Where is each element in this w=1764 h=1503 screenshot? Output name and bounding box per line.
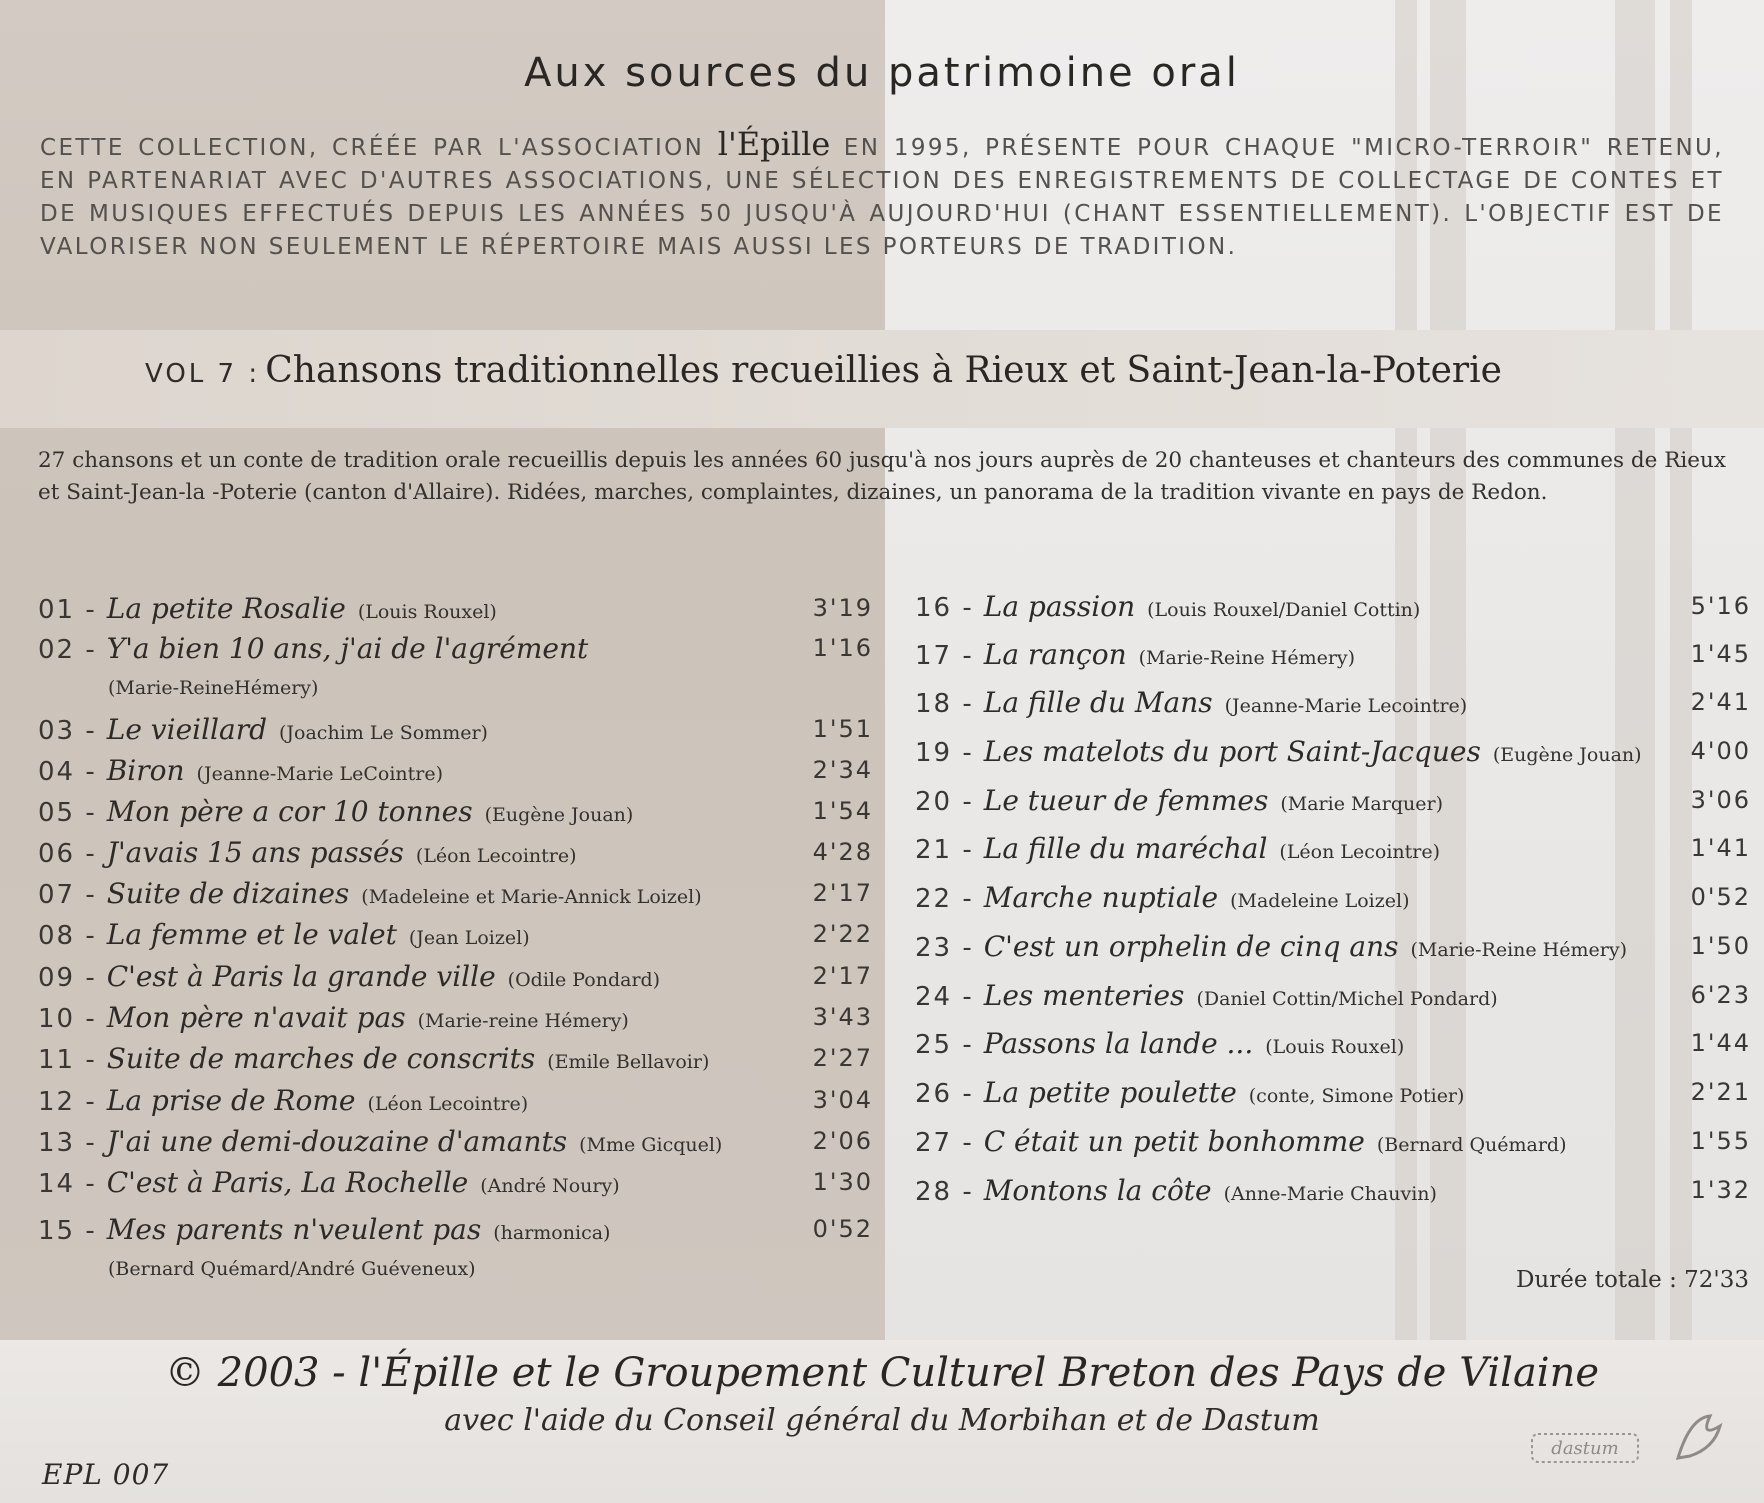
intro-text-start: CETTE COLLECTION, CRÉÉE PAR L'ASSOCIATION xyxy=(40,135,718,161)
track-performer: (Eugène Jouan) xyxy=(484,804,634,826)
track-performer: (Léon Lecointre) xyxy=(367,1093,529,1115)
track-title: La femme et le valet xyxy=(106,918,397,951)
track-duration: 6'23 xyxy=(1690,981,1751,1009)
track-row xyxy=(38,960,873,1000)
track-performer: (Jeanne-Marie LeCointre) xyxy=(196,763,444,785)
track-performer: (Madeleine et Marie-Annick Loizel) xyxy=(361,886,702,908)
track-title: La petite Rosalie xyxy=(106,592,346,625)
track-number: 28 - xyxy=(915,1177,974,1207)
track-duration: 2'17 xyxy=(812,962,873,990)
track-number: 03 - xyxy=(38,716,97,746)
track-number: 09 - xyxy=(38,963,97,993)
track-duration: 1'30 xyxy=(812,1168,873,1196)
track-title: Mes parents n'veulent pas xyxy=(106,1213,482,1246)
track-performer: (Louis Rouxel) xyxy=(357,601,497,623)
track-duration: 1'50 xyxy=(1690,932,1751,960)
track-duration: 1'16 xyxy=(812,634,873,662)
track-row xyxy=(915,832,1751,872)
track-performer: (André Noury) xyxy=(480,1175,620,1197)
volume-heading xyxy=(145,350,1502,391)
track-number: 15 - xyxy=(38,1216,97,1246)
track-title: Mon père n'avait pas xyxy=(106,1001,406,1034)
track-performer: (Marie-Reine Hémery) xyxy=(1410,939,1627,961)
track-performer: (Joachim Le Sommer) xyxy=(279,722,488,744)
track-title: La fille du maréchal xyxy=(983,832,1268,865)
track-title: La passion xyxy=(983,590,1136,623)
track-number: 26 - xyxy=(915,1079,974,1109)
track-title: La petite poulette xyxy=(983,1076,1237,1109)
track-performer: (Jeanne-Marie Lecointre) xyxy=(1224,695,1468,717)
track-performer: (Bernard Quémard) xyxy=(1376,1134,1567,1156)
track-number: 24 - xyxy=(915,982,974,1012)
track-title: Marche nuptiale xyxy=(983,881,1219,914)
track-performer: (Marie-reine Hémery) xyxy=(417,1010,629,1032)
track-duration: 1'41 xyxy=(1690,834,1751,862)
track-title: C'est à Paris, La Rochelle xyxy=(106,1166,469,1199)
track-performer: (Marie-ReineHémery) xyxy=(108,677,319,699)
track-duration: 2'17 xyxy=(812,879,873,907)
track-row xyxy=(915,1174,1751,1214)
track-duration: 2'06 xyxy=(812,1127,873,1155)
track-row xyxy=(915,881,1751,921)
collection-intro xyxy=(40,125,1724,264)
track-duration: 1'44 xyxy=(1690,1029,1751,1057)
track-row xyxy=(38,1213,873,1253)
track-title: Le vieillard xyxy=(106,713,268,746)
track-row xyxy=(915,1027,1751,1067)
track-row xyxy=(915,930,1751,970)
collection-title: Aux sources du patrimoine oral xyxy=(524,50,1240,96)
track-row xyxy=(38,1125,873,1165)
support-line: avec l'aide du Conseil général du Morbihan et de Dastum xyxy=(444,1403,1320,1438)
track-row xyxy=(38,1042,873,1082)
copyright-line: © 2003 - l'Épille et le Groupement Culturel Breton des Pays de Vilaine xyxy=(164,1350,1600,1396)
brand-name: l'Épille xyxy=(717,125,831,163)
track-number: 01 - xyxy=(38,595,97,625)
track-row xyxy=(915,979,1751,1019)
volume-label: VOL 7 : xyxy=(145,359,261,389)
track-performer: (Madeleine Loizel) xyxy=(1230,890,1410,912)
track-title: Les menteries xyxy=(983,979,1185,1012)
track-number: 17 - xyxy=(915,641,974,671)
dastum-logo xyxy=(1530,1430,1640,1466)
track-title: La rançon xyxy=(983,638,1127,671)
track-title: J'ai une demi-douzaine d'amants xyxy=(106,1125,568,1158)
total-duration: Durée totale : 72'33 xyxy=(1515,1267,1749,1293)
volume-title: Chansons traditionnelles recueillies à Rieux et Saint-Jean-la-Poterie xyxy=(265,350,1502,391)
intro-text-end: EN 1995, PRÉSENTE POUR CHAQUE "MICRO-TERROIR" RETENU, EN PARTENARIAT AVEC D'AUTRES ASSOCIATIONS, UNE SÉLECTION DES ENREGISTREMENTS DE COLLECTAGE DE CONTES ET DE MUSIQUES EFFECTUÉS DEPUIS LES ANNÉES 50 JUSQU'À AUJOURD'HUI (CHANT ESSENTIELLEMENT). L'OBJECTIF EST DE VALORISER NON SEULEMENT LE RÉPERTOIRE MAIS AUSSI LES PORTEURS DE TRADITION. xyxy=(40,135,1724,260)
track-number: 27 - xyxy=(915,1128,974,1158)
track-number: 07 - xyxy=(38,880,97,910)
track-duration: 1'45 xyxy=(1690,640,1751,668)
track-title: La fille du Mans xyxy=(983,686,1213,719)
track-title: La prise de Rome xyxy=(106,1084,356,1117)
track-number: 23 - xyxy=(915,933,974,963)
track-title: C'est un orphelin de cinq ans xyxy=(983,930,1399,963)
track-number: 12 - xyxy=(38,1087,97,1117)
track-performer: (Eugène Jouan) xyxy=(1492,744,1642,766)
track-performer: (Marie-Reine Hémery) xyxy=(1138,647,1356,669)
track-number: 08 - xyxy=(38,921,97,951)
track-performer: (Louis Rouxel) xyxy=(1265,1036,1405,1058)
track-number: 04 - xyxy=(38,757,97,787)
track-performer: (Marie Marquer) xyxy=(1280,793,1443,815)
track-performer: (Mme Gicquel) xyxy=(579,1134,723,1156)
track-title: Montons la côte xyxy=(983,1174,1212,1207)
track-performer: (Louis Rouxel/Daniel Cottin) xyxy=(1147,599,1421,621)
track-title: Le tueur de femmes xyxy=(983,784,1269,817)
track-duration: 0'52 xyxy=(1690,883,1751,911)
track-number: 18 - xyxy=(915,689,974,719)
track-duration: 2'27 xyxy=(812,1044,873,1072)
track-row xyxy=(38,836,873,876)
track-title: Les matelots du port Saint-Jacques xyxy=(983,735,1481,768)
track-number: 19 - xyxy=(915,738,974,768)
track-row xyxy=(38,918,873,958)
track-row xyxy=(915,784,1751,824)
track-row xyxy=(915,735,1751,775)
track-performer: (Jean Loizel) xyxy=(408,927,530,949)
track-number: 05 - xyxy=(38,798,97,828)
track-performer: (Léon Lecointre) xyxy=(1279,841,1441,863)
track-duration: 4'00 xyxy=(1690,737,1751,765)
track-number: 16 - xyxy=(915,593,974,623)
track-row xyxy=(38,713,873,753)
track-duration: 2'41 xyxy=(1690,688,1751,716)
track-duration: 1'55 xyxy=(1690,1127,1751,1155)
track-number: 14 - xyxy=(38,1169,97,1199)
track-number: 25 - xyxy=(915,1030,974,1060)
track-title: J'avais 15 ans passés xyxy=(106,836,404,869)
track-performer: (Bernard Quémard/André Guéveneux) xyxy=(108,1258,476,1280)
track-duration: 3'43 xyxy=(812,1003,873,1031)
track-row xyxy=(38,1166,873,1206)
track-performer: (Daniel Cottin/Michel Pondard) xyxy=(1196,988,1498,1010)
track-number: 22 - xyxy=(915,884,974,914)
track-duration: 2'22 xyxy=(812,920,873,948)
track-duration: 1'54 xyxy=(812,797,873,825)
track-duration: 2'21 xyxy=(1690,1078,1751,1106)
track-number: 13 - xyxy=(38,1128,97,1158)
track-row xyxy=(915,1125,1751,1165)
track-title: Suite de marches de conscrits xyxy=(106,1042,536,1075)
track-title: C était un petit bonhomme xyxy=(983,1125,1365,1158)
dastum-logo-text: dastum xyxy=(1551,1438,1619,1459)
track-performer: (harmonica) xyxy=(493,1222,611,1244)
track-duration: 3'06 xyxy=(1690,786,1751,814)
track-row xyxy=(38,877,873,917)
track-performer: (Emile Bellavoir) xyxy=(547,1051,710,1073)
track-title: Suite de dizaines xyxy=(106,877,350,910)
track-title: Y'a bien 10 ans, j'ai de l'agrément xyxy=(106,632,589,665)
track-number: 02 - xyxy=(38,635,97,665)
track-row xyxy=(38,1084,873,1124)
track-number: 06 - xyxy=(38,839,97,869)
track-duration: 2'34 xyxy=(812,756,873,784)
track-title: Passons la lande ... xyxy=(983,1027,1254,1060)
track-performer: (Anne-Marie Chauvin) xyxy=(1223,1183,1437,1205)
track-number: 20 - xyxy=(915,787,974,817)
track-duration: 1'51 xyxy=(812,715,873,743)
track-row xyxy=(38,632,873,672)
track-duration: 1'32 xyxy=(1690,1176,1751,1204)
track-row xyxy=(38,754,873,794)
track-performer: (conte, Simone Potier) xyxy=(1248,1085,1465,1107)
track-row xyxy=(915,638,1751,678)
track-duration: 5'16 xyxy=(1690,592,1751,620)
track-duration: 3'04 xyxy=(812,1086,873,1114)
track-row xyxy=(38,592,873,632)
track-duration: 0'52 xyxy=(812,1215,873,1243)
track-number: 21 - xyxy=(915,835,974,865)
track-performer: (Léon Lecointre) xyxy=(415,845,577,867)
track-row xyxy=(915,590,1751,630)
track-duration: 3'19 xyxy=(812,594,873,622)
track-title: Mon père a cor 10 tonnes xyxy=(106,795,473,828)
track-row xyxy=(38,795,873,835)
track-performer: (Odile Pondard) xyxy=(507,969,661,991)
track-number: 10 - xyxy=(38,1004,97,1034)
track-number: 11 - xyxy=(38,1045,97,1075)
track-row xyxy=(915,686,1751,726)
logo-mark-icon xyxy=(1670,1408,1732,1468)
track-title: Biron xyxy=(106,754,185,787)
album-description: 27 chansons et un conte de tradition orale recueillis depuis les années 60 jusqu'à nos jours auprès de 20 chanteuses et chanteurs des communes de Rieux et Saint-Jean-la -Poterie (canton d'Allaire). Ridées, marches, complaintes, dizaines, un panorama de la tradition vivante en pays de Redon. xyxy=(38,448,1726,505)
track-row xyxy=(915,1076,1751,1116)
track-title: C'est à Paris la grande ville xyxy=(106,960,496,993)
track-row xyxy=(38,1001,873,1041)
track-duration: 4'28 xyxy=(812,838,873,866)
catalog-number: EPL 007 xyxy=(42,1458,170,1491)
